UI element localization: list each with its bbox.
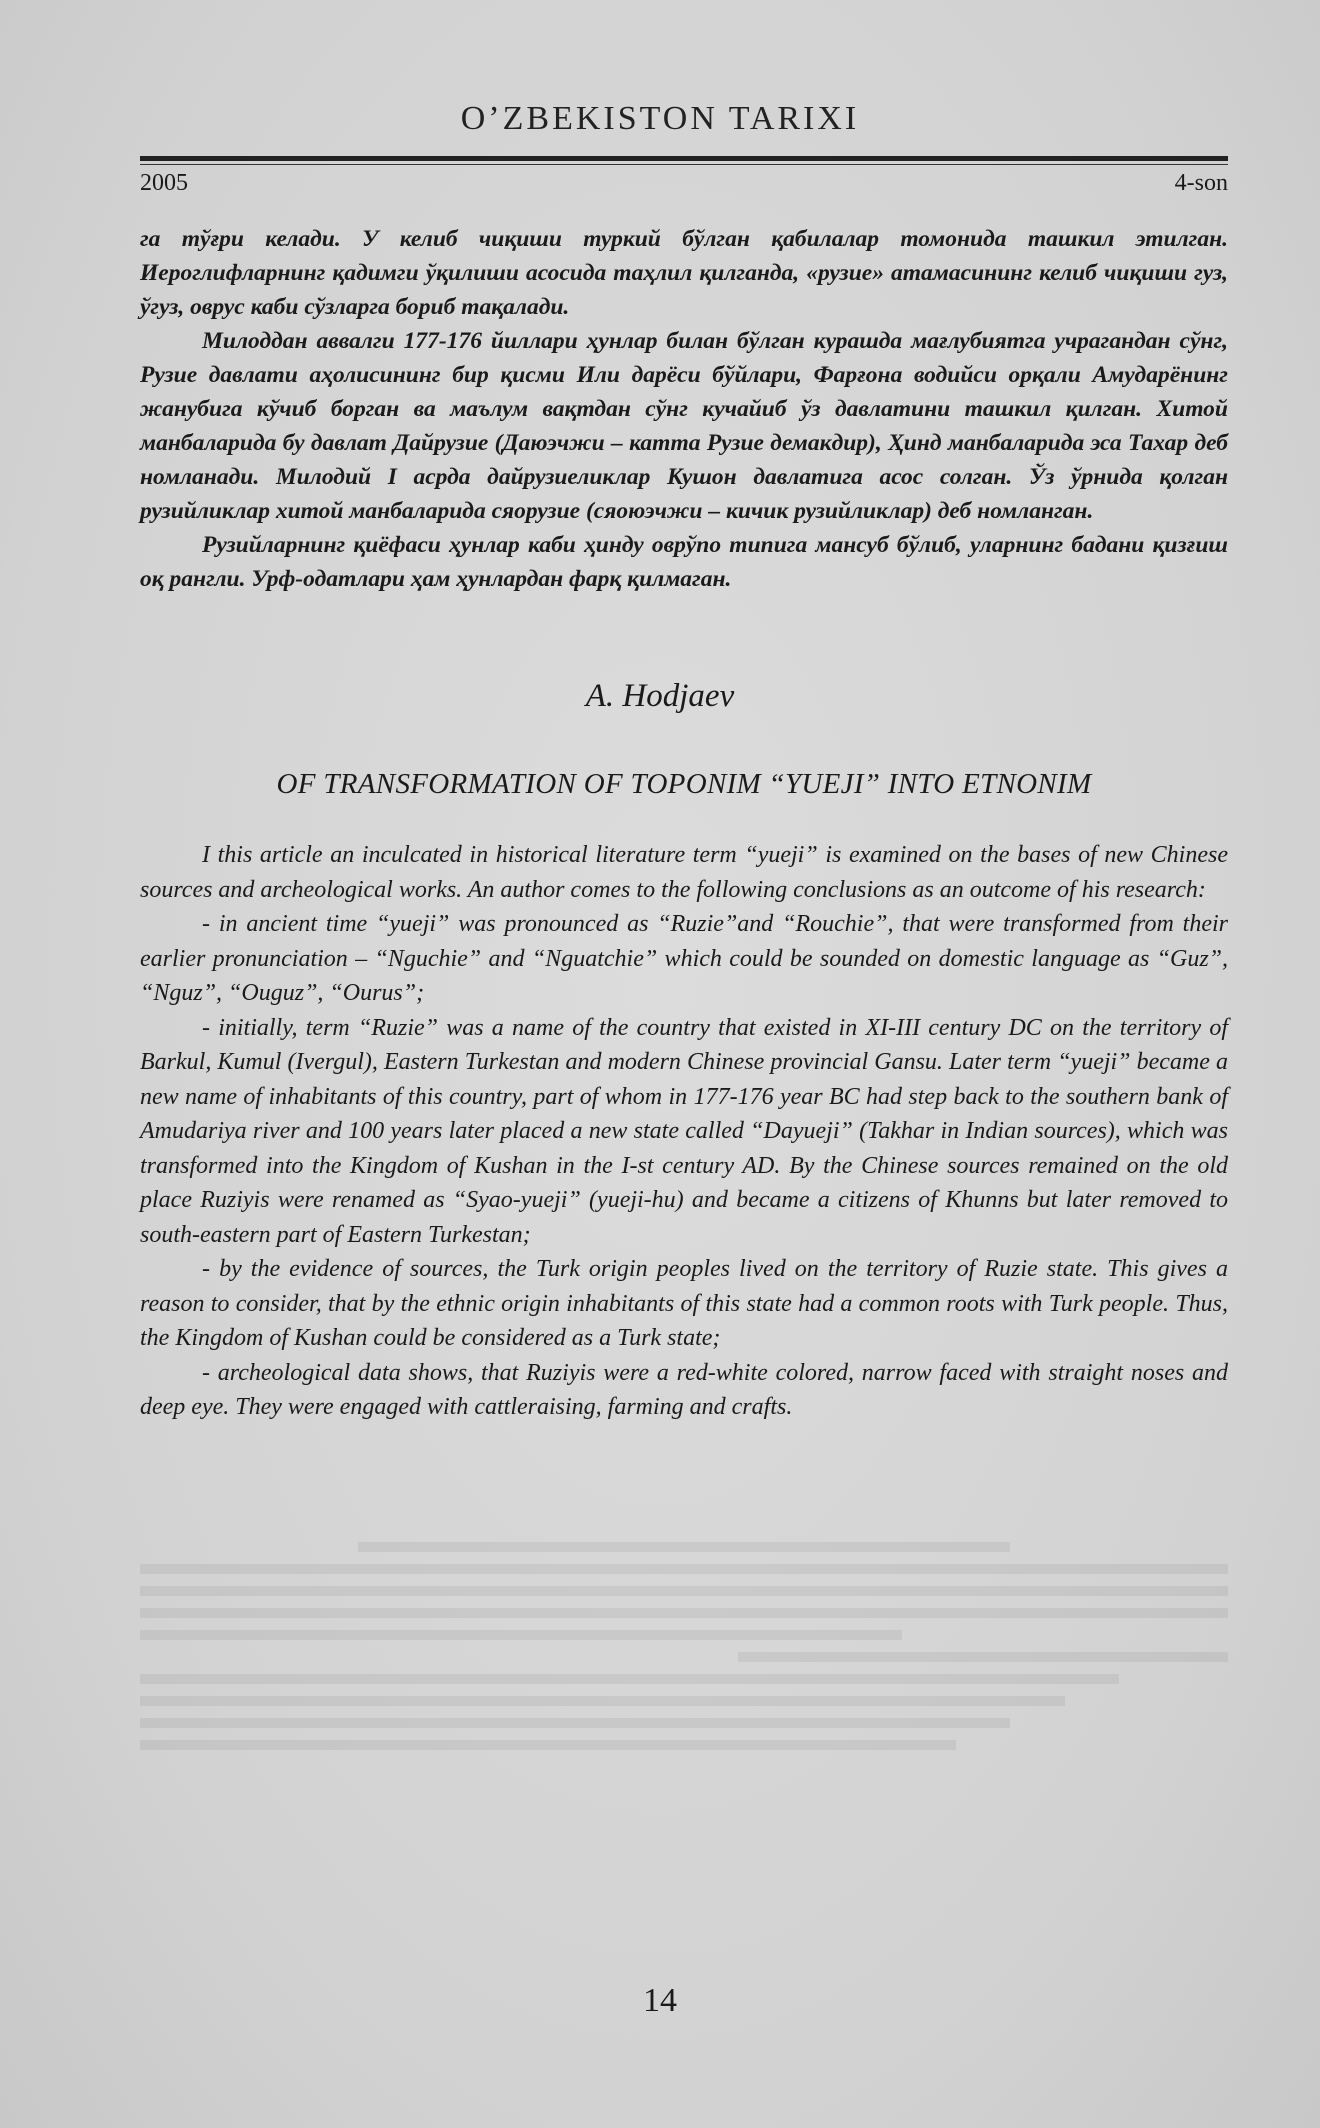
cyrillic-paragraph-3: Рузийларнинг қиёфаси ҳунлар каби ҳинду оврўпо типига мансуб бўлиб, уларнинг бадани қизғиш оқ рангли. Урф-одатлари ҳам ҳунлардан фарқ қилмаган.	[140, 532, 1228, 592]
cyrillic-paragraph-1: га тўғри келади. У келиб чиқиши туркий бўлган қабилалар томонида ташкил этилган. Иероглифларнинг қадимги ўқилиши асосида таҳлил қилганда, «рузие» атамасининг келиб чиқиши гуз, ўгуз, оврус каби сўзларга бориб тақалади.	[140, 226, 1228, 320]
article-title: OF TRANSFORMATION OF TOPONIM “YUEJI” INTO ETNONIM	[276, 768, 1092, 800]
abstract-paragraph: I this article an inculcated in historical literature term “yueji” is examined on the bases of new Chinese sources and archeological works. An author comes to the following conclusions as an outcome of his research:	[140, 842, 1228, 903]
journal-title: O’ZBEKISTON TARIXI	[460, 100, 860, 137]
cyrillic-paragraph-2: Милоддан аввалги 177-176 йиллари ҳунлар билан бўлган курашда мағлубиятга учрагандан сўнг, Рузие давлати аҳолисининг бир қисми Или дарёси бўйлари, Фарғона водийси орқали Амударёнинг жанубига кўчиб борган ва маълум вақтдан сўнг кучайиб ўз давлатини ташкил қилган. Хитой манбаларида бу давлат Дайрузие (Даюэчжи – катта Рузие демакдир), Ҳинд манбаларида эса Тахар деб номланади. Милодий I асрда дайрузиеликлар Кушон давлатига асос солган. Ўз ўрнида қолган рузийликлар хитой манбаларида сяорузие (сяоюэчжи – кичик рузийликлар) деб номланган.	[140, 328, 1228, 524]
abstract-paragraph: - archeological data shows, that Ruziyis were a red-white colored, narrow faced with straight noses and deep eye. They were engaged with cattleraising, farming and crafts.	[140, 1359, 1228, 1420]
abstract-paragraph: - in ancient time “yueji” was pronounced as “Ruzie”and “Rouchie”, that were transformed from their earlier pronunciation – “Nguchie” and “Nguatchie” which could be sounded on domestic language as “Guz”, “Nguz”, “Ouguz”, “Ourus”;	[140, 911, 1228, 1006]
page-number: 14	[643, 1982, 677, 2019]
cyrillic-text-block	[140, 222, 1228, 596]
issue-year: 2005	[140, 170, 188, 196]
header-rule-thick	[140, 156, 1228, 161]
abstract-block	[140, 838, 1228, 1425]
issue-number: 4-son	[1174, 170, 1228, 196]
article-author: A. Hodjaev	[585, 678, 735, 714]
abstract-paragraph: - initially, term “Ruzie” was a name of the country that existed in XI-III century DC on the territory of Barkul, Kumul (Ivergul), Eastern Turkestan and modern Chinese provincial Gansu. Later term “yueji” became a new name of inhabitants of this country, part of whom in 177-176 year BC had step back to the southern bank of Amudariya river and 100 years later placed a new state called “Dayueji” (Takhar in Indian sources), which was transformed into the Kingdom of Kushan in the I-st century AD. By the Chinese sources remained on the old place Ruziyis were renamed as “Syao-yueji” (yueji-hu) and became a citizens of Khunns but later removed to south-eastern part of Eastern Turkestan;	[140, 1014, 1228, 1248]
bleed-through-texture	[140, 1530, 1228, 1762]
header-rule-thin	[140, 164, 1228, 165]
abstract-paragraph: - by the evidence of sources, the Turk origin peoples lived on the territory of Ruzie state. This gives a reason to consider, that by the ethnic origin inhabitants of this state had a common roots with Turk people. Thus, the Kingdom of Kushan could be considered as a Turk state;	[140, 1256, 1228, 1351]
